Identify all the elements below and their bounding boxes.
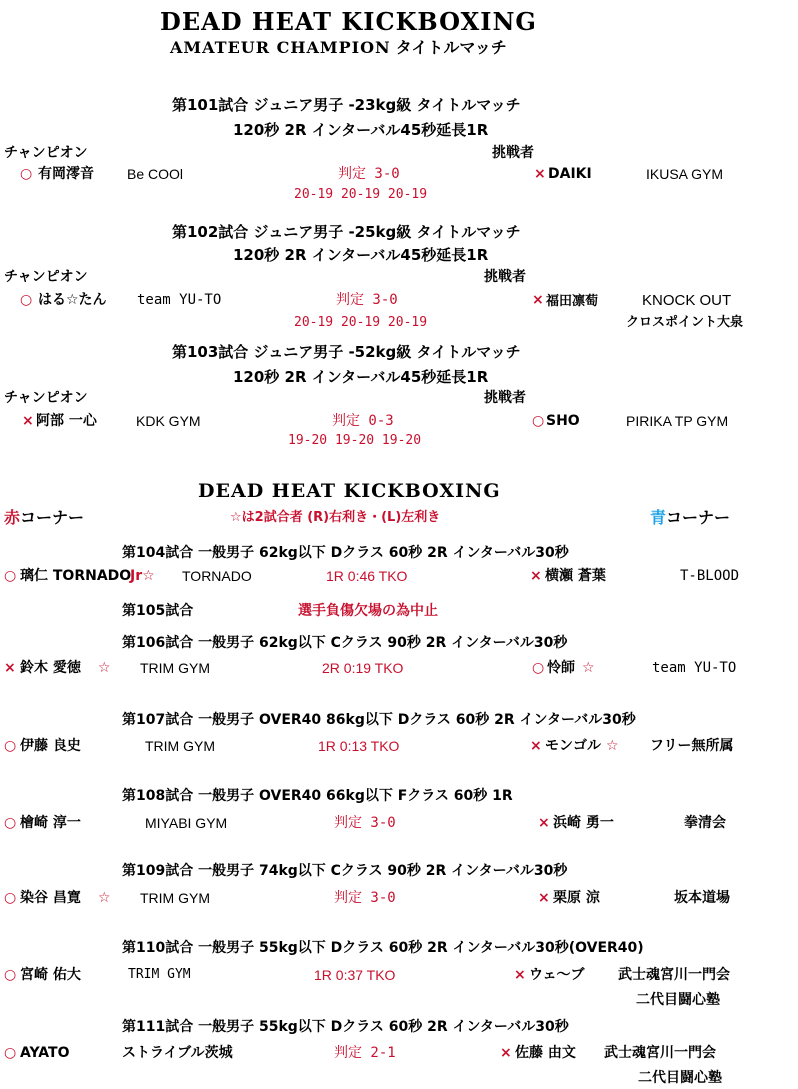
red-fighter-name: 有岡澪音 bbox=[38, 166, 94, 182]
red-result-mark: × bbox=[4, 660, 16, 676]
subtitle-jp: タイトルマッチ bbox=[395, 38, 507, 57]
champion-label: チャンピオン bbox=[4, 269, 88, 285]
blue-fighter-gym-2: クロスポイント大泉 bbox=[626, 315, 744, 330]
blue-corner-label bbox=[650, 510, 730, 526]
red-fighter-gym: ストライブル茨城 bbox=[122, 1045, 233, 1061]
blue-result-mark: ○ bbox=[532, 413, 545, 429]
challenger-label: 挑戦者 bbox=[492, 145, 534, 161]
red-two-bout-star: ☆ bbox=[98, 890, 111, 906]
bout-heading: 第103試合 ジュニア男子 -52kg級 タイトルマッチ bbox=[172, 343, 521, 361]
blue-result-mark: × bbox=[530, 568, 542, 584]
bout-result: 1R 0:37 TKO bbox=[314, 967, 396, 983]
bout-result: 1R 0:46 TKO bbox=[326, 568, 408, 584]
red-result-mark: ○ bbox=[4, 890, 17, 906]
red-two-bout-star: ☆ bbox=[98, 660, 111, 676]
bout-rules: 120秒 2R インターバル45秒延長1R bbox=[233, 368, 489, 386]
blue-fighter-gym: 武士魂宮川一門会 bbox=[604, 1045, 716, 1061]
bout-result: 判定 2-1 bbox=[334, 1045, 396, 1061]
bout-result: 判定 3-0 bbox=[338, 166, 400, 182]
red-fighter-name: はる☆たん bbox=[38, 292, 107, 308]
blue-result-mark: × bbox=[532, 292, 544, 308]
red-result-mark: ○ bbox=[4, 815, 17, 831]
blue-result-mark: × bbox=[534, 166, 546, 182]
challenger-label: 挑戦者 bbox=[484, 269, 526, 285]
bout-scores: 19-20 19-20 19-20 bbox=[288, 433, 422, 448]
bout-scores: 20-19 20-19 20-19 bbox=[294, 315, 428, 330]
page-title: DEAD HEAT KICKBOXING bbox=[160, 7, 537, 36]
blue-fighter-gym: 武士魂宮川一門会 bbox=[618, 967, 730, 983]
blue-fighter-name: 福田凛萄 bbox=[546, 294, 599, 309]
challenger-label: 挑戦者 bbox=[484, 390, 526, 406]
blue-fighter-name: ウェ～ブ bbox=[529, 967, 585, 983]
red-fighter-gym: TRIM GYM bbox=[128, 967, 191, 982]
red-fighter-gym: TRIM GYM bbox=[145, 738, 215, 754]
bout-scores: 20-19 20-19 20-19 bbox=[294, 187, 428, 202]
red-fighter-name: 伊藤 良史 bbox=[20, 738, 81, 754]
blue-fighter-gym: KNOCK OUT bbox=[642, 292, 732, 309]
bout-heading: 第101試合 ジュニア男子 -23kg級 タイトルマッチ bbox=[172, 96, 521, 114]
blue-fighter-gym: PIRIKA TP GYM bbox=[626, 413, 729, 429]
red-fighter-gym: MIYABI GYM bbox=[145, 815, 228, 831]
red-fighter-gym: team YU-TO bbox=[137, 292, 222, 308]
red-result-mark: ○ bbox=[20, 166, 33, 182]
bout-heading: 第106試合 一般男子 62kg以下 Cクラス 90秒 2R インターバル30秒 bbox=[122, 635, 568, 651]
bout-heading: 第110試合 一般男子 55kg以下 Dクラス 60秒 2R インターバル30秒(OVER40) bbox=[122, 940, 644, 956]
subtitle-en: AMATEUR CHAMPION bbox=[170, 38, 391, 57]
blue-fighter-name: 浜崎 勇一 bbox=[553, 815, 614, 831]
blue-fighter-name: DAIKI bbox=[548, 166, 592, 182]
page-subtitle bbox=[170, 40, 507, 56]
blue-result-mark: × bbox=[500, 1045, 512, 1061]
blue-fighter-gym: IKUSA GYM bbox=[646, 166, 724, 182]
blue-two-bout-star: ☆ bbox=[606, 738, 619, 754]
cancel-note: 選手負傷欠場の為中止 bbox=[298, 603, 438, 619]
blue-fighter-gym: 坂本道場 bbox=[674, 890, 730, 906]
blue-fighter-gym: フリー無所属 bbox=[650, 738, 734, 754]
section-title: DEAD HEAT KICKBOXING bbox=[198, 480, 501, 502]
blue-fighter-gym: 拳清会 bbox=[684, 815, 726, 831]
blue-fighter-name: モンゴル bbox=[545, 738, 601, 754]
blue-result-mark: × bbox=[538, 890, 550, 906]
bout-rules: 120秒 2R インターバル45秒延長1R bbox=[233, 246, 489, 264]
red-fighter-gym: Be COOl bbox=[127, 166, 184, 182]
blue-fighter-gym-2: 二代目闘心塾 bbox=[636, 992, 720, 1008]
blue-result-mark: × bbox=[530, 738, 542, 754]
bout-heading: 第105試合 bbox=[122, 603, 194, 619]
red-fighter-gym: TRIM GYM bbox=[140, 660, 210, 676]
red-fighter-gym: KDK GYM bbox=[136, 413, 201, 429]
blue-fighter-name: 佐藤 由文 bbox=[515, 1045, 576, 1061]
blue-corner-rest: コーナー bbox=[666, 508, 731, 527]
blue-fighter-name: 怜師 bbox=[547, 660, 575, 676]
bout-result: 判定 3-0 bbox=[334, 815, 396, 831]
bout-result: 判定 3-0 bbox=[336, 292, 398, 308]
bout-heading: 第109試合 一般男子 74kg以下 Cクラス 90秒 2R インターバル30秒 bbox=[122, 863, 568, 879]
bout-heading: 第108試合 一般男子 OVER40 66kg以下 Fクラス 60秒 1R bbox=[122, 788, 513, 804]
bout-result: 2R 0:19 TKO bbox=[322, 660, 404, 676]
red-fighter-name: 宮崎 佑大 bbox=[20, 967, 81, 983]
red-fighter-gym: TORNADO bbox=[182, 568, 252, 584]
red-result-mark: ○ bbox=[20, 292, 33, 308]
blue-result-mark: × bbox=[538, 815, 550, 831]
red-fighter-name: 阿部 一心 bbox=[36, 413, 97, 429]
blue-fighter-name: 栗原 涼 bbox=[553, 890, 600, 906]
bout-heading: 第104試合 一般男子 62kg以下 Dクラス 60秒 2R インターバル30秒 bbox=[122, 545, 569, 561]
section-note: ☆は2試合者 (R)右利き・(L)左利き bbox=[230, 510, 441, 525]
bout-heading: 第111試合 一般男子 55kg以下 Dクラス 60秒 2R インターバル30秒 bbox=[122, 1019, 569, 1035]
blue-fighter-gym: team YU-TO bbox=[652, 660, 737, 676]
red-fighter-name: 檜崎 淳一 bbox=[20, 815, 81, 831]
red-corner-char: 赤 bbox=[4, 508, 21, 527]
blue-fighter-gym-2: 二代目闘心塾 bbox=[638, 1070, 722, 1086]
blue-result-mark: ○ bbox=[532, 660, 545, 676]
champion-label: チャンピオン bbox=[4, 145, 88, 161]
red-result-mark: × bbox=[22, 413, 34, 429]
bout-rules: 120秒 2R インターバル45秒延長1R bbox=[233, 121, 489, 139]
blue-fighter-gym: T-BLOOD bbox=[680, 568, 740, 584]
red-corner-label bbox=[4, 510, 84, 526]
red-fighter-name: AYATO bbox=[20, 1045, 70, 1061]
red-fighter-gym: TRIM GYM bbox=[140, 890, 210, 906]
blue-fighter-name: 横瀬 蒼葉 bbox=[545, 568, 606, 584]
blue-corner-char: 青 bbox=[650, 508, 667, 527]
blue-result-mark: × bbox=[514, 967, 526, 983]
red-fighter-name: 璃仁 TORNADO bbox=[20, 568, 132, 584]
red-result-mark: ○ bbox=[4, 1045, 17, 1061]
bout-result: 判定 3-0 bbox=[334, 890, 396, 906]
blue-two-bout-star: ☆ bbox=[582, 660, 595, 676]
red-fighter-name: 染谷 昌寛 bbox=[20, 890, 81, 906]
red-result-mark: ○ bbox=[4, 568, 17, 584]
red-result-mark: ○ bbox=[4, 738, 17, 754]
bout-heading: 第102試合 ジュニア男子 -25kg級 タイトルマッチ bbox=[172, 223, 521, 241]
red-fighter-name: 鈴木 愛徳 bbox=[20, 660, 81, 676]
red-two-bout-star: Jr☆ bbox=[130, 568, 155, 584]
blue-fighter-name: SHO bbox=[546, 413, 580, 429]
red-corner-rest: コーナー bbox=[20, 508, 85, 527]
red-result-mark: ○ bbox=[4, 967, 17, 983]
bout-result: 判定 0-3 bbox=[332, 413, 394, 429]
bout-result: 1R 0:13 TKO bbox=[318, 738, 400, 754]
bout-heading: 第107試合 一般男子 OVER40 86kg以下 Dクラス 60秒 2R インターバル30秒 bbox=[122, 712, 636, 728]
champion-label: チャンピオン bbox=[4, 390, 88, 406]
